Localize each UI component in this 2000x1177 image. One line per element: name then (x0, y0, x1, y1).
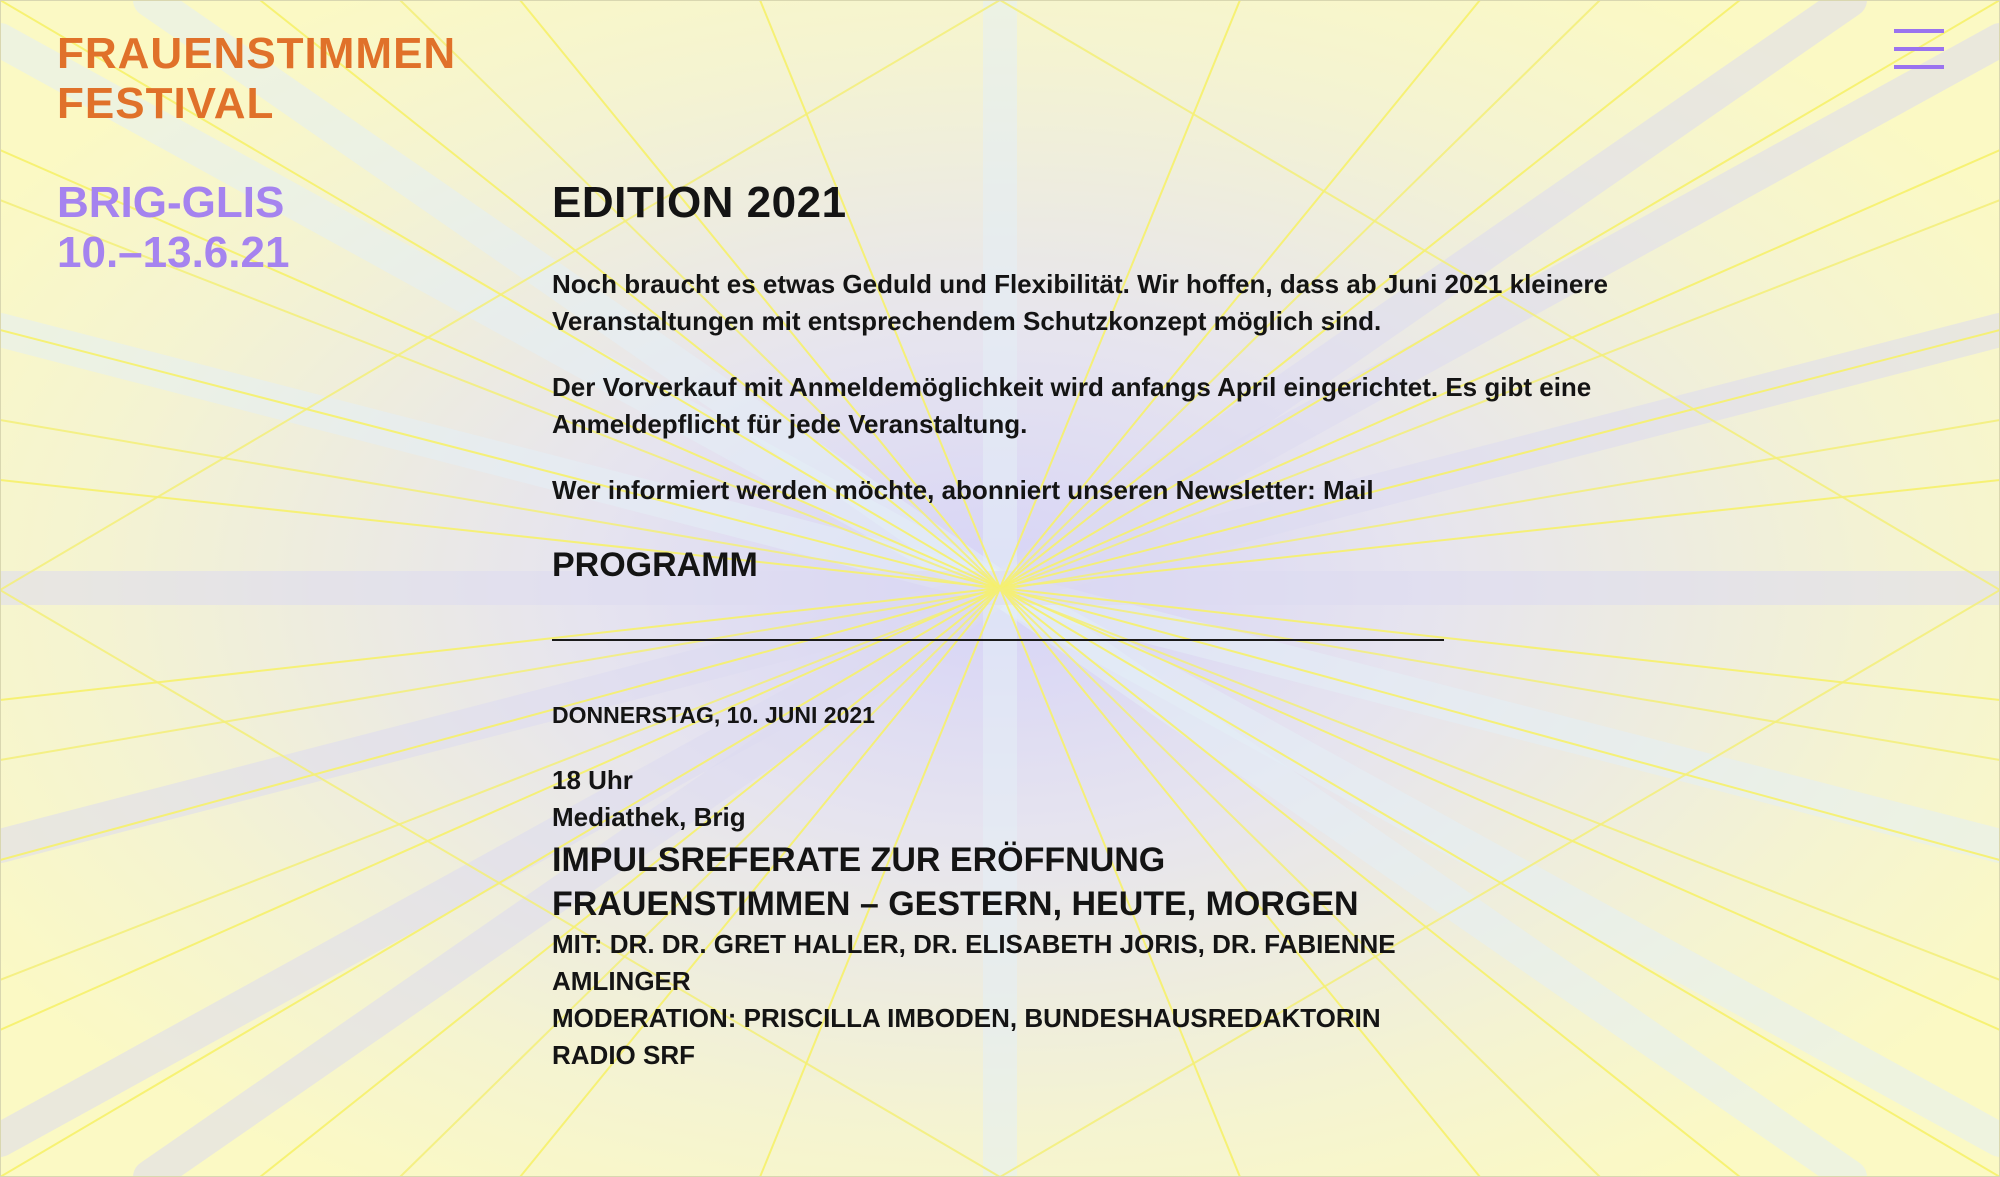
site-logo[interactable] (57, 29, 456, 129)
event-title (552, 838, 1612, 926)
hamburger-menu-button[interactable] (1892, 26, 1946, 72)
intro-paragraph-1: Noch braucht es etwas Geduld und Flexibilität. Wir hoffen, dass ab Juni 2021 kleinere Veranstaltungen mit entsprechendem Schutzkonzept möglich sind. (552, 269, 1608, 336)
hamburger-menu-icon-bar (1894, 65, 1944, 69)
main-content (552, 176, 1612, 1074)
event-location: BRIG-GLIS (57, 178, 285, 227)
program-event (552, 762, 1612, 1074)
logo-line-2: FESTIVAL (57, 79, 275, 128)
hamburger-menu-icon (1894, 29, 1944, 33)
day-heading: DONNERSTAG, 10. JUNI 2021 (552, 702, 875, 728)
event-time: 18 Uhr (552, 765, 633, 795)
event-title-line-1: IMPULSREFERATE ZUR ERÖFFNUNG (552, 841, 1166, 879)
program-title: PROGRAMM (552, 546, 758, 584)
newsletter-paragraph: Wer informiert werden möchte, abonniert unseren Newsletter: Mail (552, 475, 1374, 505)
event-title-line-2: FRAUENSTIMMEN – GESTERN, HEUTE, MORGEN (552, 885, 1359, 923)
hamburger-menu-icon-bar (1894, 47, 1944, 51)
event-speakers: MIT: DR. DR. GRET HALLER, DR. ELISABETH JORIS, DR. FABIENNE AMLINGER (552, 929, 1396, 996)
event-venue: Mediathek, Brig (552, 802, 746, 832)
edition-intro (552, 266, 1612, 509)
event-moderation: MODERATION: PRISCILLA IMBODEN, BUNDESHAUSREDAKTORIN RADIO SRF (552, 1003, 1381, 1070)
intro-paragraph-2: Der Vorverkauf mit Anmeldemöglichkeit wird anfangs April eingerichtet. Es gibt eine Anmeldepflicht für jede Veranstaltung. (552, 372, 1592, 439)
event-meta (57, 178, 289, 278)
program-divider (552, 639, 1444, 641)
edition-title: EDITION 2021 (552, 178, 847, 227)
logo-line-1: FRAUENSTIMMEN (57, 29, 457, 78)
event-dates: 10.–13.6.21 (57, 228, 290, 277)
